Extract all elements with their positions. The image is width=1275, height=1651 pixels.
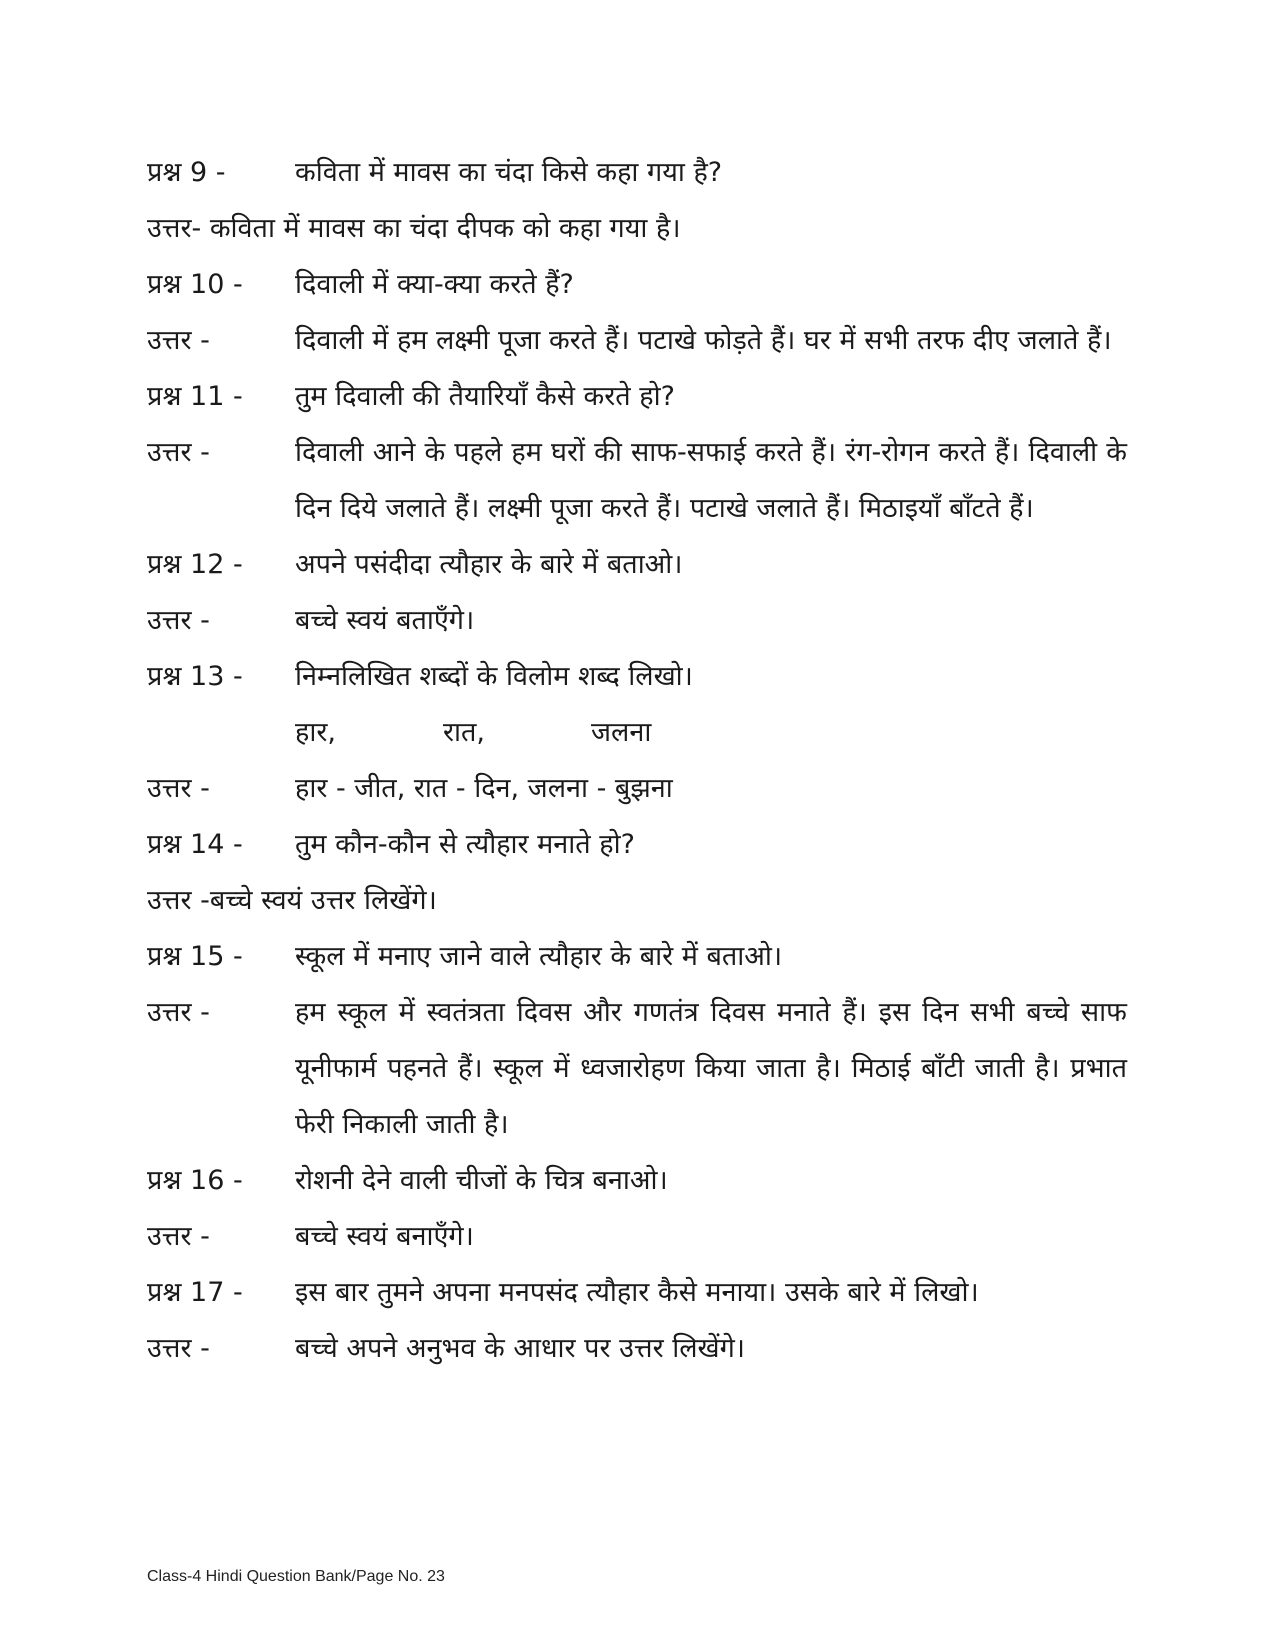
question-9: [147, 145, 1127, 201]
answer-label: उत्तर -: [147, 1221, 210, 1252]
page-footer: Class-4 Hindi Question Bank/Page No. 23: [147, 1568, 445, 1585]
question-label: प्रश्न 9 -: [147, 157, 226, 188]
answer-11: [147, 425, 1127, 537]
question-text: स्कूल में मनाए जाने वाले त्यौहार के बारे में बताओ।: [295, 941, 783, 972]
question-16: [147, 1153, 1127, 1209]
answer-label: उत्तर -: [147, 1333, 210, 1364]
question-text: इस बार तुमने अपना मनपसंद त्यौहार कैसे मनाया। उसके बारे में लिखो।: [295, 1277, 979, 1308]
word-item: हार,: [295, 717, 336, 748]
answer-text: उत्तर -बच्चे स्वयं उत्तर लिखेंगे।: [147, 885, 437, 916]
answer-text: बच्चे स्वयं बनाएँगे।: [295, 1221, 474, 1252]
answer-9: [147, 201, 1127, 257]
question-text: तुम दिवाली की तैयारियाँ कैसे करते हो?: [295, 381, 675, 412]
question-label: प्रश्न 15 -: [147, 941, 243, 972]
answer-text: हम स्कूल में स्वतंत्रता दिवस और गणतंत्र दिवस मनाते हैं। इस दिन सभी बच्चे साफ यूनीफार्म पहनते हैं। स्कूल में ध्वजारोहण किया जाता है। मिठाई बाँटी जाती है। प्रभात फेरी निकाली जाती है।: [295, 997, 1127, 1140]
answer-text: दिवाली आने के पहले हम घरों की साफ-सफाई करते हैं। रंग-रोगन करते हैं। दिवाली के दिन दिये जलाते हैं। लक्ष्मी पूजा करते हैं। पटाखे जलाते हैं। मिठाइयाँ बाँटते हैं।: [295, 437, 1127, 524]
question-label: प्रश्न 13 -: [147, 661, 243, 692]
question-17: [147, 1265, 1127, 1321]
answer-label: उत्तर -: [147, 325, 210, 356]
answer-text: हार - जीत, रात - दिन, जलना - बुझना: [295, 773, 673, 804]
answer-15: [147, 985, 1127, 1153]
question-text: अपने पसंदीदा त्यौहार के बारे में बताओ।: [295, 549, 683, 580]
question-label: प्रश्न 12 -: [147, 549, 243, 580]
question-answer-list: [147, 145, 1127, 1377]
answer-label: उत्तर -: [147, 997, 210, 1028]
question-text: दिवाली में क्या-क्या करते हैं?: [295, 269, 574, 300]
answer-label: उत्तर -: [147, 605, 210, 636]
word-item: रात,: [443, 717, 486, 748]
answer-17: [147, 1321, 1127, 1377]
question-label: प्रश्न 11 -: [147, 381, 243, 412]
question-10: [147, 257, 1127, 313]
answer-10: [147, 313, 1127, 369]
question-label: प्रश्न 14 -: [147, 829, 243, 860]
question-label: प्रश्न 16 -: [147, 1165, 243, 1196]
answer-14: [147, 873, 1127, 929]
word-item: जलना: [591, 717, 652, 748]
answer-text: बच्चे अपने अनुभव के आधार पर उत्तर लिखेंगे।: [295, 1333, 746, 1364]
question-15: [147, 929, 1127, 985]
answer-12: [147, 593, 1127, 649]
question-text: कविता में मावस का चंदा किसे कहा गया है?: [295, 157, 723, 188]
question-label: प्रश्न 17 -: [147, 1277, 243, 1308]
question-text: निम्नलिखित शब्दों के विलोम शब्द लिखो।: [295, 661, 693, 692]
answer-text: बच्चे स्वयं बताएँगे।: [295, 605, 475, 636]
answer-text: उत्तर- कविता में मावस का चंदा दीपक को कहा गया है।: [147, 213, 681, 244]
answer-label: उत्तर -: [147, 773, 210, 804]
question-11: [147, 369, 1127, 425]
question-13: [147, 649, 1127, 705]
question-text: रोशनी देने वाली चीजों के चित्र बनाओ।: [295, 1165, 668, 1196]
answer-text: दिवाली में हम लक्ष्मी पूजा करते हैं। पटाखे फोड़ते हैं। घर में सभी तरफ दीए जलाते हैं।: [295, 325, 1112, 356]
question-12: [147, 537, 1127, 593]
question-14: [147, 817, 1127, 873]
question-text: तुम कौन-कौन से त्यौहार मनाते हो?: [295, 829, 635, 860]
word-list: [147, 705, 1127, 761]
answer-16: [147, 1209, 1127, 1265]
answer-13: [147, 761, 1127, 817]
answer-label: उत्तर -: [147, 437, 210, 468]
question-label: प्रश्न 10 -: [147, 269, 243, 300]
